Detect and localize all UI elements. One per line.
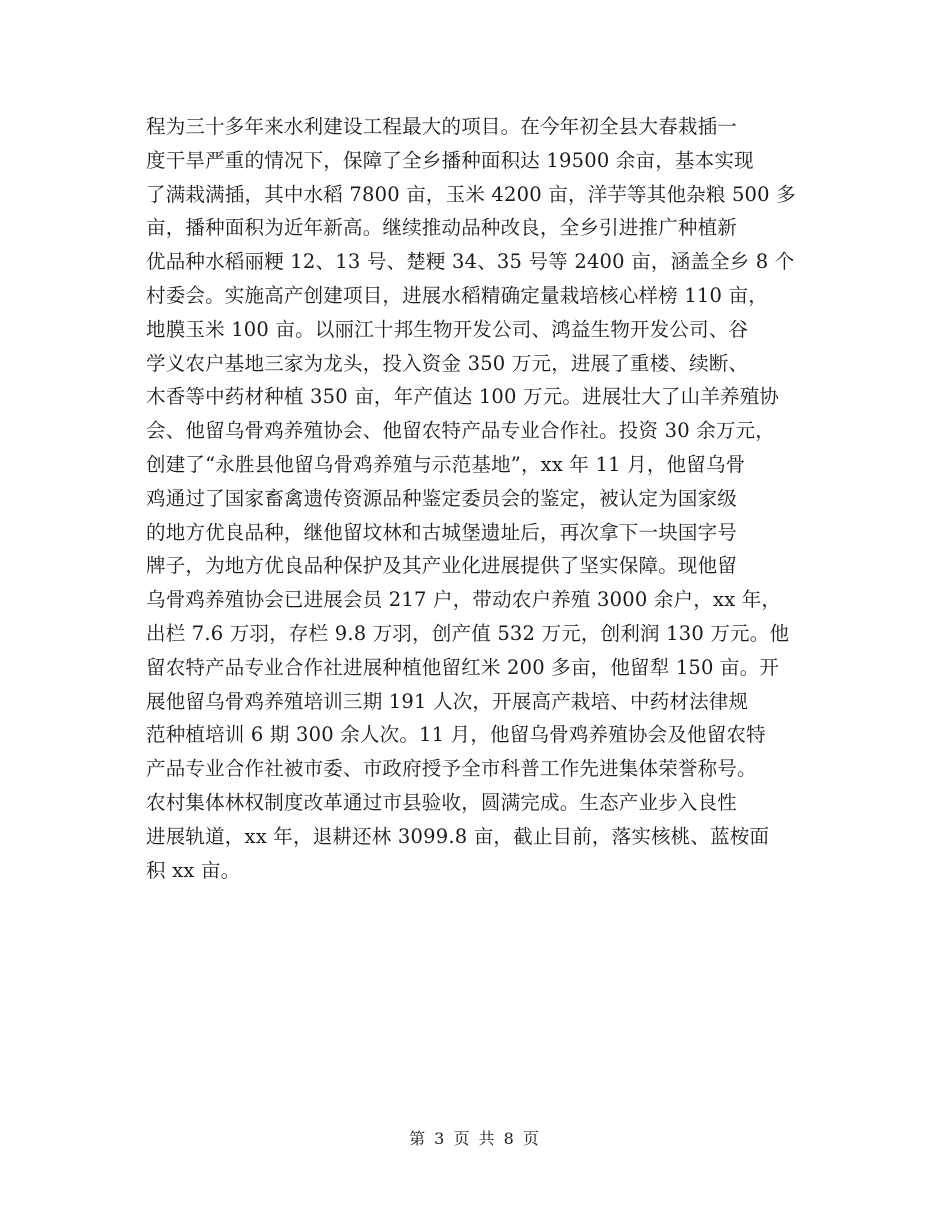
text-line: 留农特产品专业合作社进展种植他留红米 200 多亩，他留犁 150 亩。开 (146, 655, 780, 679)
text-line: 学义农户基地三家为龙头，投入资金 350 万元，进展了重楼、续断、 (146, 351, 749, 375)
text-line: 进展轨道，xx 年，退耕还林 3099.8 亩，截止目前，落实核桃、蓝桉面 (146, 824, 770, 848)
text-line: 的地方优良品种，继他留坟林和古城堡遗址后，再次拿下一块国字号 (146, 520, 738, 544)
text-line: 地膜玉米 100 亩。以丽江十邦生物开发公司、鸿益生物开发公司、谷 (146, 317, 749, 341)
text-line: 创建了“永胜县他留乌骨鸡养殖与示范基地”，xx 年 11 月，他留乌骨 (146, 452, 746, 476)
text-line: 了满栽满插，其中水稻 7800 亩，玉米 4200 亩，洋芋等其他杂粮 500 多 (146, 182, 796, 206)
text-line: 亩，播种面积为近年新高。继续推动品种改良，全乡引进推广种植新 (146, 216, 738, 240)
text-line: 范种植培训 6 期 300 余人次。11 月，他留乌骨鸡养殖协会及他留农特 (146, 723, 766, 747)
text-line: 乌骨鸡养殖协会已进展会员 217 户，带动农户养殖 3000 余户，xx 年， (146, 588, 782, 612)
text-line: 牌子，为地方优良品种保护及其产业化进展提供了坚实保障。现他留 (146, 554, 738, 578)
text-line: 出栏 7.6 万羽，存栏 9.8 万羽，创产值 532 万元，创利润 130 万元。他 (146, 621, 790, 645)
text-line: 度干旱严重的情况下，保障了全乡播种面积达 19500 余亩，基本实现 (146, 148, 754, 172)
text-line: 优品种水稻丽粳 12、13 号、楚粳 34、35 号等 2400 亩，涵盖全乡 8 个 (146, 250, 795, 274)
page-number-footer: 第 3 页 共 8 页 (409, 1129, 541, 1148)
text-line: 农村集体林权制度改革通过市县验收，圆满完成。生态产业步入良性 (146, 790, 738, 814)
text-line: 会、他留乌骨鸡养殖协会、他留农特产品专业合作社。投资 30 余万元， (146, 419, 776, 443)
text-line: 村委会。实施高产创建项目，进展水稻精确定量栽培核心样榜 110 亩， (146, 283, 768, 307)
text-line: 展他留乌骨鸡养殖培训三期 191 人次，开展高产栽培、中药材法律规 (146, 689, 749, 713)
text-line: 程为三十多年来水利建设工程最大的项目。在今年初全县大春栽插一 (146, 115, 738, 138)
text-line: 产品专业合作社被市委、市政府授予全市科普工作先进集体荣誉称号。 (146, 757, 757, 781)
text-line: 积 xx 亩。 (146, 858, 241, 882)
body-paragraph (146, 110, 826, 887)
text-line: 木香等中药材种植 350 亩，年产值达 100 万元。进展壮大了山羊养殖协 (146, 385, 780, 409)
text-line: 鸡通过了国家畜禽遗传资源品种鉴定委员会的鉴定，被认定为国家级 (146, 486, 738, 510)
